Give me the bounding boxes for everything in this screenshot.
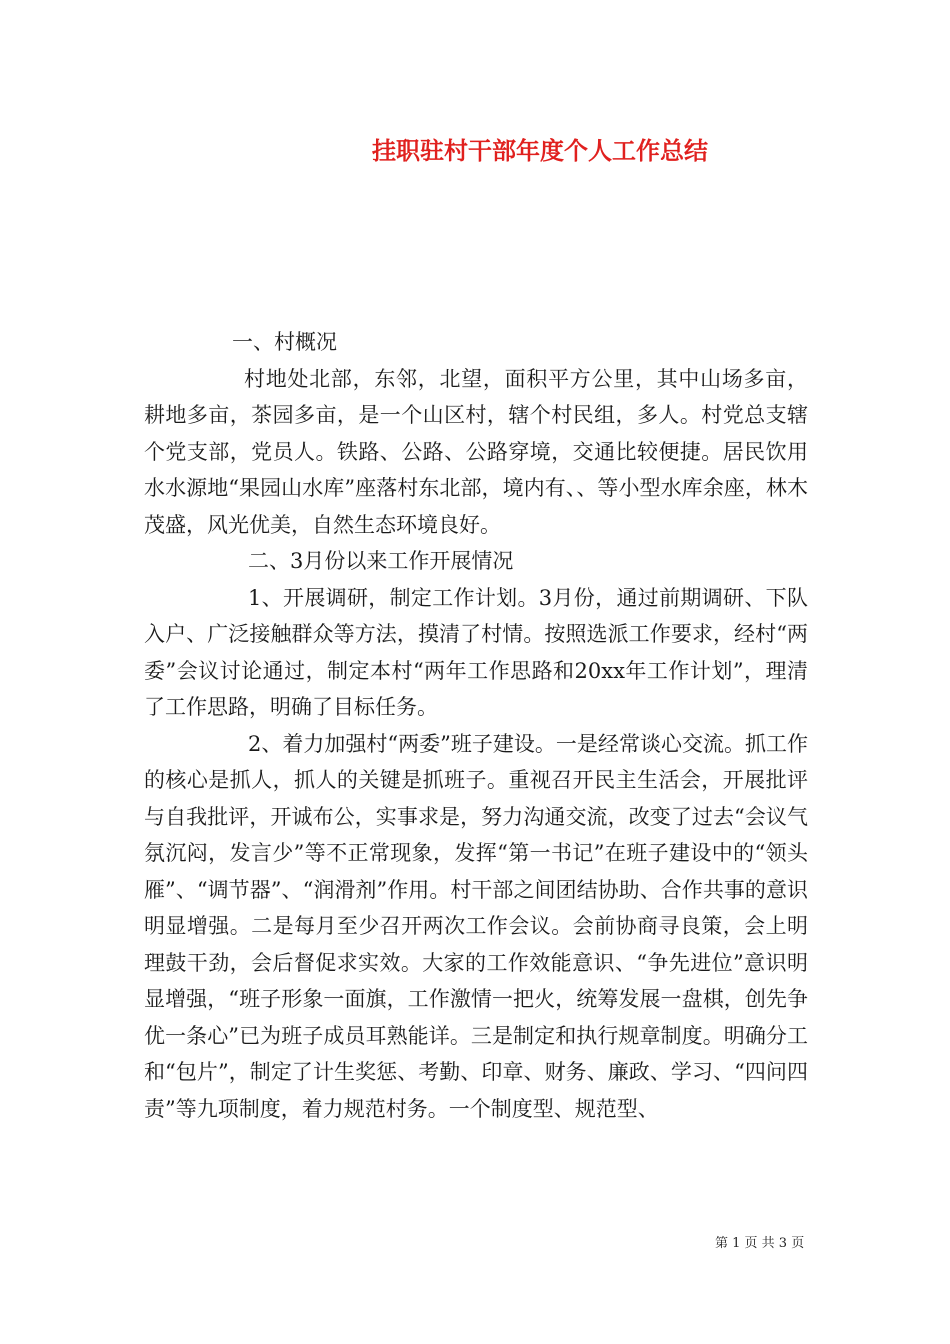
paragraph-village-overview: 村地处北部，东邻，北望，面积平方公里，其中山场多亩，耕地多亩，茶园多亩，是一个山区村，辖个村民组，多人。村党总支辖个党支部，党员人。铁路、公路、公路穿境，交通比较便捷。居民饮用水水源地“果园山水库”座落村东北部，境内有、、等小型水库余座，林木茂盛，风光优美，自然生态环境良好。 [144,366,808,537]
document-title: 挂职驻村干部年度个人工作总结 [372,136,708,165]
section-heading-work-progress: 二、3月份以来工作开展情况 [248,549,514,573]
paragraph-work-plan: 1、开展调研，制定工作计划。3月份，通过前期调研、下队入户、广泛接触群众等方法，摸清了村情。按照选派工作要求，经村“两委”会议讨论通过，制定本村“两年工作思路和20xx年工作计划”，理清了工作思路，明确了目标任务。 [144,585,808,719]
page-number: 第 1 页 共 3 页 [715,1236,805,1251]
paragraph-team-building: 2、着力加强村“两委”班子建设。一是经常谈心交流。抓工作的核心是抓人，抓人的关键是抓班子。重视召开民主生活会，开展批评与自我批评，开诚布公，实事求是，努力沟通交流，改变了过去“会议气氛沉闷，发言少”等不正常现象，发挥“第一书记”在班子建设中的“领头雁”、“调节器”、“润滑剂”作用。村干部之间团结协助、合作共事的意识明显增强。二是每月至少召开两次工作会议。会前协商寻良策，会上明理鼓干劲，会后督促求实效。大家的工作效能意识、“争先进位”意识明显增强，“班子形象一面旗，工作激情一把火，统筹发展一盘棋，创先争优一条心”已为班子成员耳熟能详。三是制定和执行规章制度。明确分工和“包片”，制定了计生奖惩、考勤、印章、财务、廉政、学习、“四问四责”等九项制度，着力规范村务。一个制度型、规范型、 [144,731,808,1121]
section-heading-village-overview: 一、村概况 [232,330,337,354]
document-body [144,324,808,1127]
